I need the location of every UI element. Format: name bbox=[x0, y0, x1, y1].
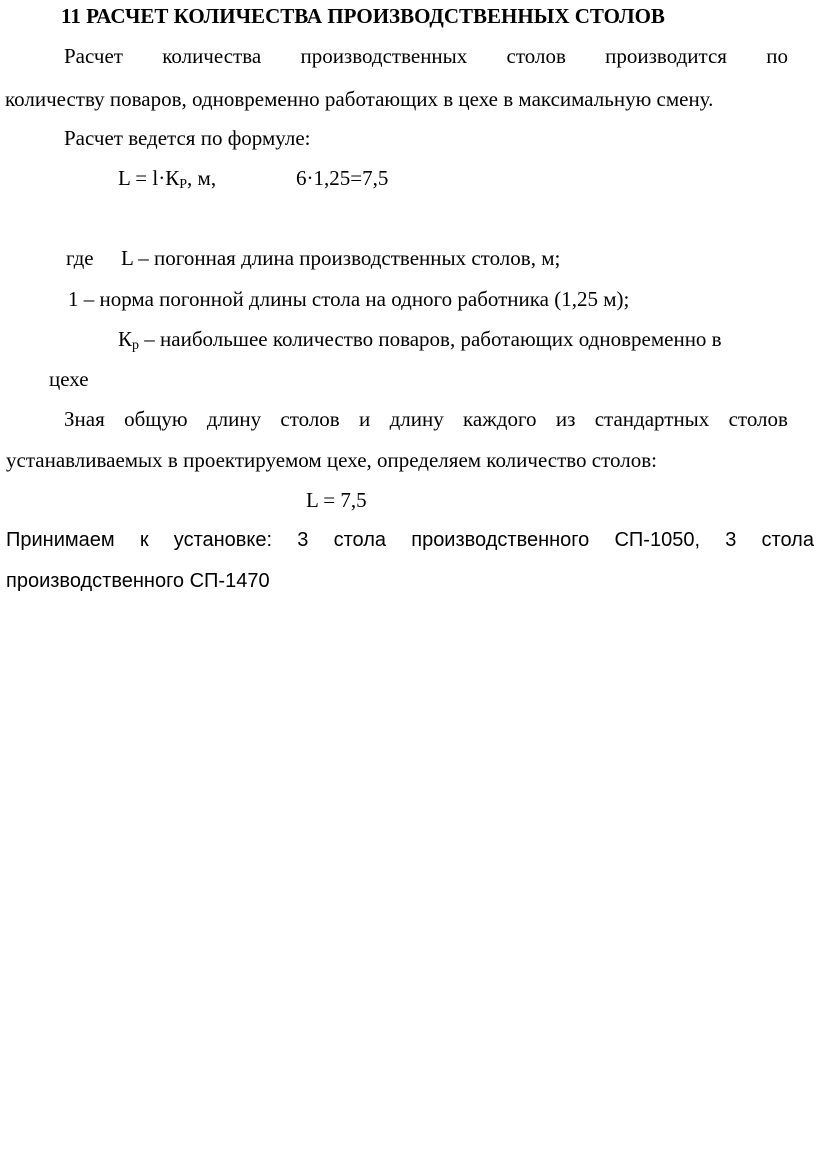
definition-l: 1 – норма погонной длины стола на одного работника (1,25 м); bbox=[68, 287, 630, 311]
word: и bbox=[359, 407, 371, 431]
word: по bbox=[766, 44, 788, 68]
word: столов bbox=[280, 407, 340, 431]
word: общую bbox=[124, 407, 188, 431]
word: производственных bbox=[300, 44, 468, 68]
word: к bbox=[139, 529, 149, 551]
kp-symbol: К bbox=[118, 327, 133, 351]
result: L = 7,5 bbox=[306, 488, 367, 512]
definition-L: L – погонная длина производственных столов, м; bbox=[121, 246, 561, 270]
conclusion-line-1 bbox=[6, 527, 814, 553]
word: СП-1050, bbox=[614, 529, 701, 551]
word: длину bbox=[206, 407, 262, 431]
word: Принимаем bbox=[6, 529, 115, 551]
formula-intro: Расчет ведется по формуле: bbox=[64, 126, 311, 150]
word: производится bbox=[605, 44, 727, 68]
formula-unit: , м, bbox=[187, 166, 217, 190]
formula-calculation: 6·1,25=7,5 bbox=[296, 166, 389, 190]
word: стандартных bbox=[594, 407, 710, 431]
word: стола bbox=[761, 529, 814, 551]
kp-subscript: р bbox=[132, 338, 140, 353]
word: 3 bbox=[725, 529, 737, 551]
word: количества bbox=[162, 44, 262, 68]
paragraph-1-line-1 bbox=[64, 43, 788, 69]
word: столов bbox=[506, 44, 566, 68]
word: 3 bbox=[297, 529, 309, 551]
definition-kp bbox=[118, 326, 722, 359]
word: из bbox=[555, 407, 576, 431]
word: производственного bbox=[411, 529, 590, 551]
kp-text: – наибольшее количество поваров, работающих одновременно в bbox=[139, 327, 722, 351]
conclusion-line-2: производственного СП-1470 bbox=[6, 570, 270, 592]
word: столов bbox=[728, 407, 788, 431]
formula-lhs: L = l·К bbox=[118, 166, 180, 190]
word: стола bbox=[333, 529, 387, 551]
paragraph-2-line-1 bbox=[64, 406, 788, 432]
word: Расчет bbox=[64, 44, 123, 68]
paragraph-2-line-2: устанавливаемых в проектируемом цехе, определяем количество столов: bbox=[6, 448, 657, 472]
formula-subscript: Р bbox=[179, 177, 188, 192]
paragraph-1-line-2: количеству поваров, одновременно работающих в цехе в максимальную смену. bbox=[5, 87, 714, 111]
word: каждого bbox=[463, 407, 537, 431]
definition-kp-continuation: цехе bbox=[49, 367, 89, 391]
word: Зная bbox=[64, 407, 105, 431]
word: установке: bbox=[173, 529, 273, 551]
definition-where: где bbox=[66, 246, 94, 270]
formula bbox=[118, 165, 216, 198]
document-heading: 11 РАСЧЕТ КОЛИЧЕСТВА ПРОИЗВОДСТВЕННЫХ СТОЛОВ bbox=[61, 4, 665, 28]
word: длину bbox=[389, 407, 444, 431]
